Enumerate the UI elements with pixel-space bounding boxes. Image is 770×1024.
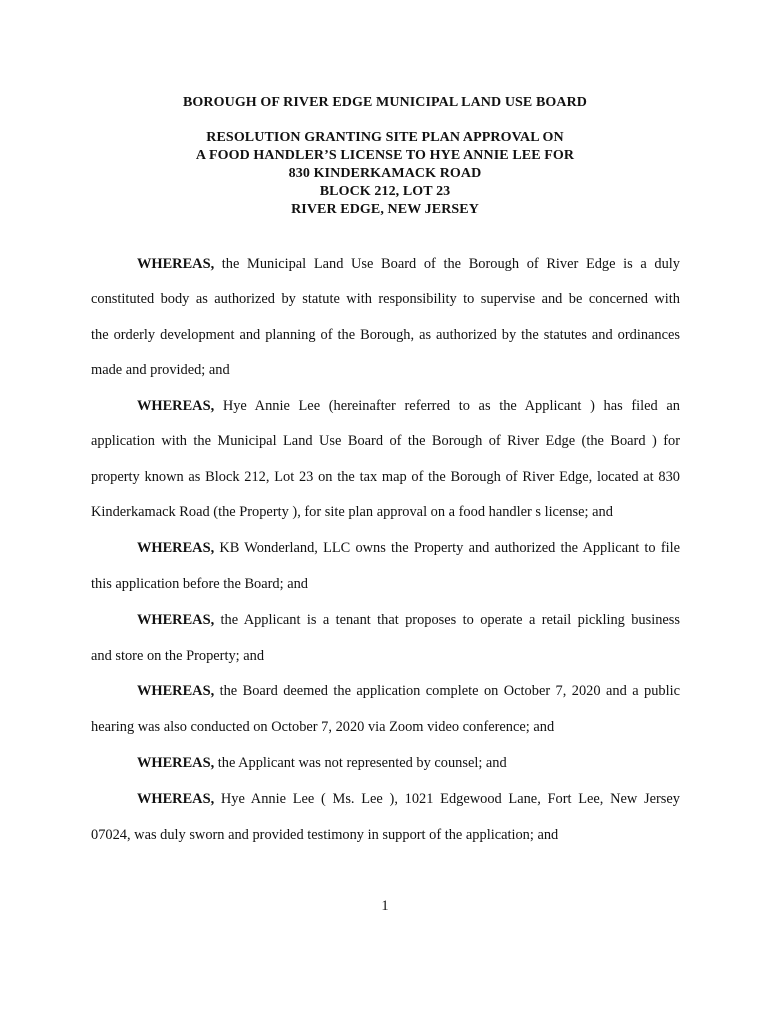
title-line: 830 KINDERKAMACK ROAD — [288, 166, 482, 181]
paragraph-text: Hye Annie Lee ( Ms. Lee ), 1021 Edgewood Lane, Fort Lee, New Jersey — [214, 791, 680, 807]
paragraph-1-line: the orderly development and planning of the Borough, as authorized by the statutes and ordinances — [91, 327, 680, 343]
paragraph-3-line: this application before the Board; and — [91, 576, 308, 592]
paragraph-7-first-line — [137, 790, 680, 808]
paragraph-1-line: made and provided; and — [91, 362, 230, 378]
paragraph-1-first-line — [137, 255, 680, 273]
title-line: A FOOD HANDLER’S LICENSE TO HYE ANNIE LEE FOR — [195, 148, 575, 163]
paragraph-2-line: application with the Municipal Land Use Board of the Borough of River Edge (the Board ) for — [91, 433, 680, 449]
paragraph-2-first-line — [137, 397, 680, 415]
whereas-keyword: WHEREAS, — [137, 612, 215, 628]
paragraph-2-line: property known as Block 212, Lot 23 on the tax map of the Borough of River Edge, located at 830 — [91, 469, 680, 485]
paragraph-text: the Applicant was not represented by counsel; and — [214, 755, 507, 771]
resolution-title — [0, 129, 770, 219]
paragraph-text: the Applicant is a tenant that proposes to operate a retail pickling business — [214, 612, 680, 628]
paragraph-5-first-line — [137, 682, 680, 700]
paragraph-text: the Board deemed the application complete on October 7, 2020 and a public — [214, 683, 680, 699]
whereas-keyword: WHEREAS, — [137, 540, 215, 556]
board-heading — [0, 94, 770, 112]
whereas-keyword: WHEREAS, — [137, 755, 215, 771]
whereas-keyword: WHEREAS, — [137, 398, 215, 414]
whereas-keyword: WHEREAS, — [137, 256, 215, 272]
paragraph-1-line: constituted body as authorized by statute with responsibility to supervise and be concerned with — [91, 291, 680, 307]
paragraph-3-first-line — [137, 539, 680, 557]
paragraph-5-line: hearing was also conducted on October 7, 2020 via Zoom video conference; and — [91, 719, 555, 735]
paragraph-text: the Municipal Land Use Board of the Borough of River Edge is a duly — [214, 256, 680, 272]
paragraph-2-line: Kinderkamack Road (the Property ), for site plan approval on a food handler s license; and — [91, 504, 613, 520]
whereas-keyword: WHEREAS, — [137, 791, 215, 807]
board-heading-text: BOROUGH OF RIVER EDGE MUNICIPAL LAND USE BOARD — [182, 95, 588, 110]
paragraph-4-first-line — [137, 611, 680, 629]
paragraph-text: KB Wonderland, LLC owns the Property and authorized the Applicant to file — [214, 540, 680, 556]
title-line: RIVER EDGE, NEW JERSEY — [291, 202, 479, 217]
title-line: BLOCK 212, LOT 23 — [319, 184, 451, 199]
paragraph-4-line: and store on the Property; and — [91, 648, 265, 664]
paragraph-text: Hye Annie Lee (hereinafter referred to as the Applicant ) has filed an — [214, 398, 680, 414]
paragraph-7-line: 07024, was duly sworn and provided testimony in support of the application; and — [91, 827, 559, 843]
whereas-keyword: WHEREAS, — [137, 683, 215, 699]
title-line: RESOLUTION GRANTING SITE PLAN APPROVAL ON — [206, 130, 564, 145]
paragraph-6-first-line — [137, 754, 680, 772]
page-number: 1 — [381, 898, 389, 914]
